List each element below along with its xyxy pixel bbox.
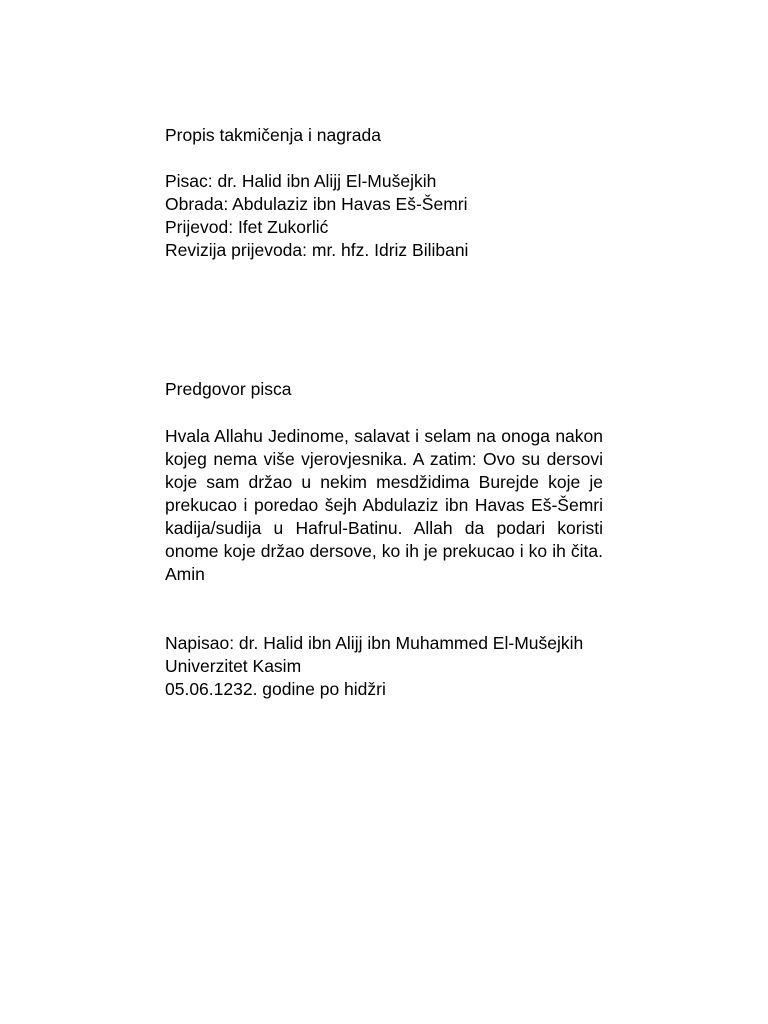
preface-paragraph: Hvala Allahu Jedinome, salavat i selam na onoga nakon kojeg nema više vjerovjesnika. A zatim: Ovo su dersovi koje sam držao u nekim mesdžidima Burejde koje je prekucao i poredao šejh Abdulaziz ibn Havas Eš-Šemri kadija/sudija u Hafrul-Batinu. Allah da podari koristi onome koje držao dersove, ko ih je prekucao i ko ih čita. Amin	[165, 426, 603, 584]
credit-reviewer: Revizija prijevoda: mr. hfz. Idriz Bilibani	[165, 240, 469, 260]
preface-heading: Predgovor pisca	[165, 379, 292, 399]
signature-date: 05.06.1232. godine po hidžri	[165, 679, 386, 699]
signature-block	[165, 632, 603, 701]
credits-block	[165, 170, 468, 262]
credit-translator: Prijevod: Ifet Zukorlić	[165, 217, 329, 237]
document-title: Propis takmičenja i nagrada	[165, 125, 381, 145]
credit-editor: Obrada: Abdulaziz ibn Havas Eš-Šemri	[165, 194, 468, 214]
signature-author: Napisao: dr. Halid ibn Alijj ibn Muhammed El-Mušejkih	[165, 633, 584, 653]
signature-institution: Univerzitet Kasim	[165, 656, 302, 676]
credit-author: Pisac: dr. Halid ibn Alijj El-Mušejkih	[165, 171, 437, 191]
